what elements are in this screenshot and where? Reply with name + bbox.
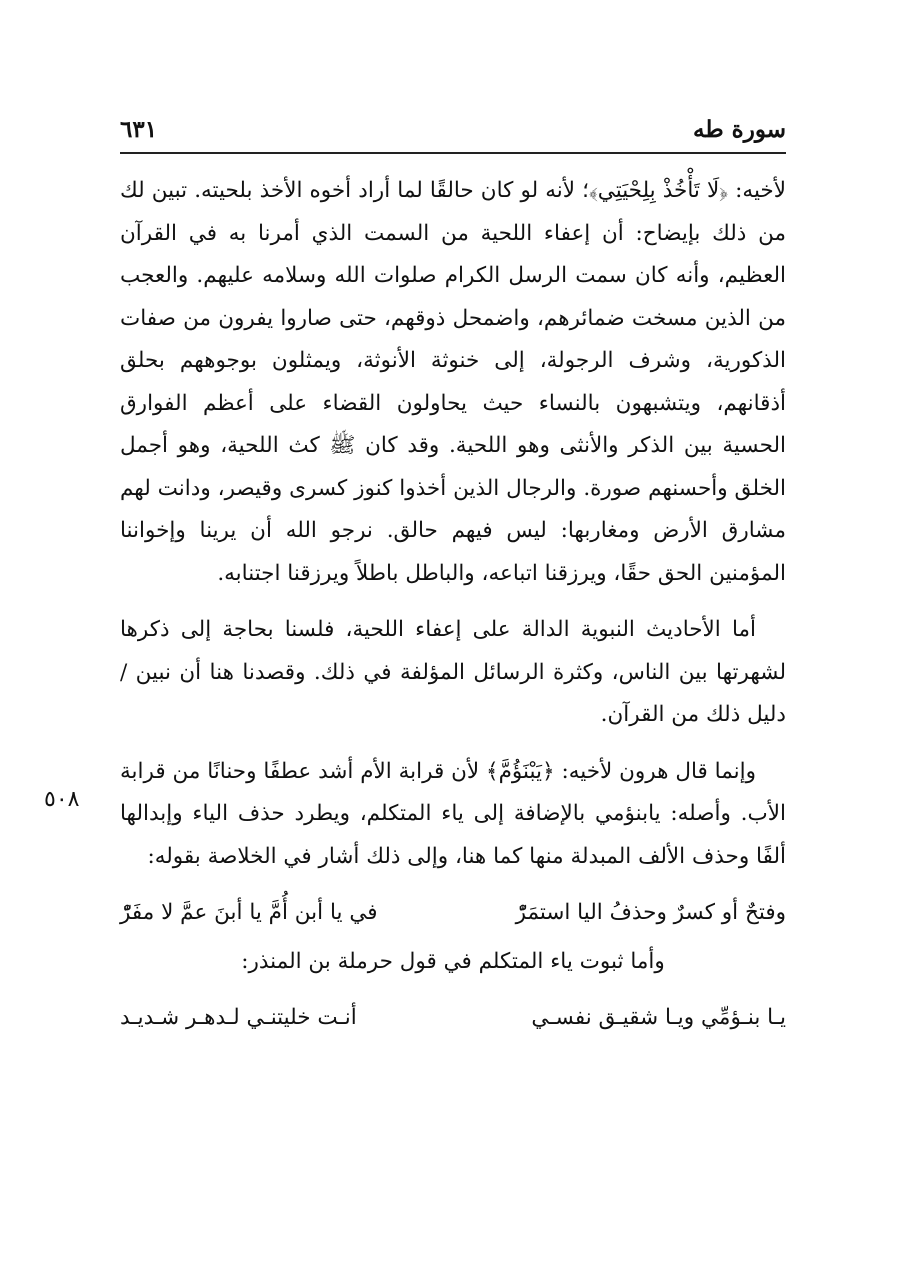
paragraph-beard-discussion: لأخيه: ﴿لَا تَأْخُذْ بِلِحْيَتِي﴾؛ لأنه لو كان حالقًا لما أراد أخوه الأخذ بلحيته. تبين لك من ذلك بإيضاح: أن إعفاء اللحية من السمت الذي أمرنا به في القرآن العظيم، وأنه كان سمت الرسل الكرام صلوات الله وسلامه عليهم. والعجب من الذين مسخت ضمائرهم، واضمحل ذوقهم، حتى صاروا يفرون من صفات الذكورية، وشرف الرجولة، إلى خنوثة الأنوثة، ويمثلون بوجوههم بحلق أذقانهم، ويتشبهون بالنساء حيث يحاولون القضاء على أعظم الفوارق الحسية بين الذكر والأنثى وهو اللحية. وقد كان ﷺ كث اللحية، وهو أجمل الخلق وأحسنهم صورة. والرجال الذين أخذوا كنوز كسرى وقيصر، ودانت لهم مشارق الأرض ومغاربها: ليس فيهم حالق. نرجو الله أن يرينا وإخواننا المؤمنين الحق حقًا، ويرزقنا اتباعه، والباطل باطلاً ويرزقنا اجتنابه. bbox=[120, 178, 786, 586]
verse-second-hemistich: أنـت خليتنـي لـدهـر شـديـد bbox=[120, 1005, 357, 1030]
paragraph-harmala-intro: وأما ثبوت ياء المتكلم في قول حرملة بن المنذر: bbox=[241, 948, 665, 974]
surah-title: سورة طه bbox=[693, 116, 786, 143]
margin-page-reference: ٥٠٨ bbox=[44, 787, 80, 812]
verse-second-hemistich: في يا أبن أُمَّ يا أبنَ عمَّ لا مفَرّْ bbox=[120, 900, 378, 925]
paragraph-harun-explanation: وإنما قال هرون لأخيه: ﴿يَبْنَؤُمَّ﴾ لأن قرابة الأم أشد عطفًا وحنانًا من قرابة الأب. وأصله: يابنؤمي بالإضافة إلى ياء المتكلم، ويطرد حذف الياء وإبدالها ألفًا وحذف الألف المبدلة منها كما هنا، وإلى ذلك أشار في الخلاصة بقوله: bbox=[120, 758, 786, 869]
verse-first-hemistich: يـا بنـؤمِّي ويـا شقيـق نفسـي bbox=[531, 1005, 786, 1030]
paragraph-hadith-note: أما الأحاديث النبوية الدالة على إعفاء اللحية، فلسنا بحاجة إلى ذكرها لشهرتها بين الناس، وكثرة الرسائل المؤلفة في ذلك. وقصدنا هنا أن نبين / دليل ذلك من القرآن. bbox=[120, 617, 786, 727]
main-text bbox=[120, 170, 786, 1040]
page-header bbox=[120, 110, 786, 154]
verse-first-hemistich: وفتحٌ أو كسرٌ وحذفُ اليا استمَرّْ bbox=[515, 900, 786, 925]
poetry-verse-harmala bbox=[120, 997, 786, 1040]
poetry-verse-khulasa bbox=[120, 892, 786, 935]
page-number: ٦٣١ bbox=[120, 116, 158, 143]
